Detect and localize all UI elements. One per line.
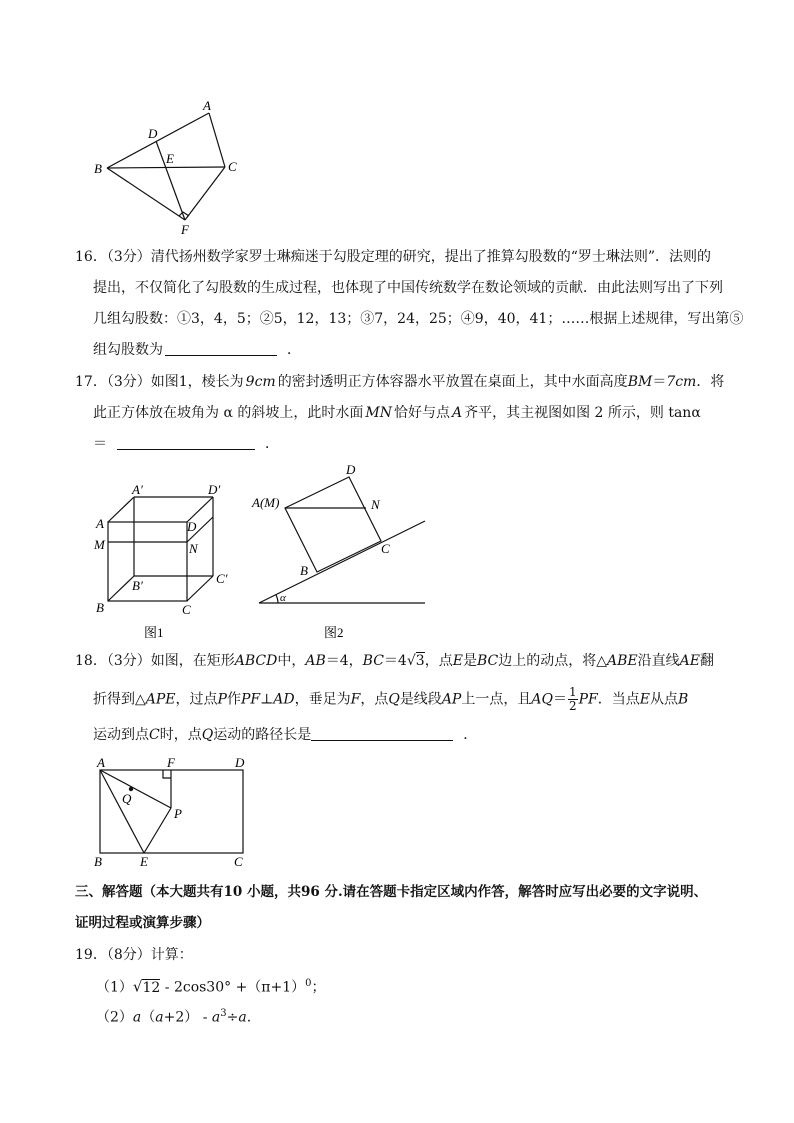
q17-line-1 xyxy=(75,373,724,391)
fig1-N: N xyxy=(189,541,198,556)
q18-t19: ，过点 xyxy=(175,691,218,708)
q17-t4: BM xyxy=(627,374,653,390)
q18-fig-C: C xyxy=(234,854,243,869)
label-B: B xyxy=(94,161,102,176)
q18-t27: ，点 xyxy=(360,691,389,708)
section-3-header-line-2 xyxy=(75,914,210,932)
q18-fig-B: B xyxy=(94,854,102,869)
q18-end: ． xyxy=(463,727,478,743)
q19-p2-mid: +2） - xyxy=(163,1009,212,1026)
fig2-AM: A(M) xyxy=(252,495,280,510)
q19-title: 计算： xyxy=(150,947,193,963)
fraction-half xyxy=(568,686,578,713)
q18-t7: ＝4 xyxy=(383,653,407,669)
q18-t43: 运动的路径长是 xyxy=(213,727,312,743)
q17-t5: ＝ xyxy=(652,374,667,390)
fig2-caption: 图2 xyxy=(324,625,344,640)
q17-end: ． xyxy=(265,436,279,452)
q17-t7: ．将 xyxy=(696,374,725,390)
q18-t34: PF xyxy=(578,691,598,708)
q18-t33: ＝ xyxy=(552,691,567,708)
q18-t6: BC xyxy=(362,653,384,669)
q17-t9: MN xyxy=(365,405,392,421)
q18-t20: P xyxy=(217,691,227,708)
q18-figure xyxy=(90,753,255,873)
q18-t26: F xyxy=(350,691,361,708)
q19-number: 19．（8分） xyxy=(75,947,151,963)
fig1-B: B xyxy=(96,600,104,615)
fig2-alpha: α xyxy=(280,592,286,604)
q18-fig-E: E xyxy=(140,854,148,869)
q18-t1: 如图，在矩形 xyxy=(150,653,235,669)
q19-p2-paren: （ xyxy=(141,1009,156,1026)
q18-t36: E xyxy=(639,691,650,708)
fig2-D: D xyxy=(346,462,356,477)
q16-line-2 xyxy=(93,279,723,297)
q18-t23: ⊥ xyxy=(260,691,274,708)
fig2-N: N xyxy=(371,497,380,512)
q17-line-2 xyxy=(93,404,701,422)
label-C: C xyxy=(228,159,237,174)
q17-figure-2 xyxy=(248,460,433,643)
section-3-header-line-1 xyxy=(75,883,707,901)
q17-figure-1 xyxy=(88,478,238,643)
q18-line-3 xyxy=(93,726,477,744)
q16-text-4: 组勾股数为 xyxy=(93,342,163,358)
q18-sqrt-3: 3 xyxy=(415,653,425,669)
q16-line-4 xyxy=(93,341,301,359)
q18-t38: B xyxy=(677,691,689,708)
q18-fig-F: F xyxy=(167,755,175,770)
fig1-A: A xyxy=(96,516,104,531)
q19-p2-div: ÷ xyxy=(226,1009,239,1026)
q18-t29: 是线段 xyxy=(399,691,442,708)
q18-t12: 边上的动点，将△ xyxy=(498,653,607,669)
q18-t25: ，垂足为 xyxy=(294,691,351,708)
q18-t40: C xyxy=(149,727,160,743)
q18-t15: AE xyxy=(679,653,700,669)
q16-text-2: 提出，不仅简化了勾股数的生成过程，也体现了中国传统数学在数论领域的贡献．由此法则写出了下列 xyxy=(93,280,723,296)
q18-fig-P: P xyxy=(174,806,182,821)
q18-t41: 时，点 xyxy=(159,727,202,743)
q18-fig-A: A xyxy=(97,755,105,770)
q18-t42: Q xyxy=(201,727,214,743)
q18-t14: 沿直线 xyxy=(637,653,680,669)
q19-sqrt-12: 12 xyxy=(142,979,161,996)
q19-part-2 xyxy=(96,1005,251,1027)
q18-t17: 折得到△ xyxy=(93,691,146,708)
fig1-caption: 图1 xyxy=(144,625,164,640)
q17-t2: 9cm xyxy=(245,374,276,390)
q18-answer-blank[interactable] xyxy=(311,726,453,741)
fig1-C: C xyxy=(182,602,191,617)
q18-number: 18．（3分） xyxy=(75,653,151,669)
q18-t37: 从点 xyxy=(649,691,678,708)
fig1-M: M xyxy=(94,537,105,552)
q18-t13: ABE xyxy=(606,653,638,669)
q18-t9: E xyxy=(452,653,463,669)
q19-p1-label: （1） xyxy=(96,979,133,996)
q18-line-2 xyxy=(93,686,688,713)
q18-t39: 运动到点 xyxy=(93,727,149,743)
q16-end: ． xyxy=(287,342,301,358)
q19-p2-label: （2） xyxy=(96,1009,133,1026)
q16-number: 16．（3分） xyxy=(75,249,151,265)
q18-t3: 中， xyxy=(277,653,306,669)
q16-line-1 xyxy=(75,248,711,266)
q19-p2-a2: a xyxy=(155,1009,164,1026)
label-A: A xyxy=(203,98,211,113)
q18-t11: BC xyxy=(476,653,499,669)
q17-t12: 齐平，其主视图如图 2 所示，则 tanα xyxy=(464,405,701,421)
fig1-C1: C′ xyxy=(216,571,228,586)
q19-p1-exponent: 0 xyxy=(305,978,312,989)
q17-t11: A xyxy=(451,405,463,421)
q17-t8: 此正方体放在坡角为 α 的斜坡上，此时水面 xyxy=(93,405,364,421)
q16-text: 清代扬州数学家罗士琳痴迷于勾股定理的研究，提出了推算勾股数的“罗士琳法则”．法则的 xyxy=(150,249,712,265)
q19-p2-a1: a xyxy=(132,1009,142,1026)
figure-top xyxy=(90,95,250,240)
fraction-numerator: 1 xyxy=(568,685,577,699)
q18-t10: 是 xyxy=(462,653,477,669)
q19-part-1 xyxy=(96,975,326,997)
fig2-B: B xyxy=(300,563,308,578)
q18-t31: 上一点，且 xyxy=(461,691,532,708)
label-F: F xyxy=(181,222,189,237)
q18-t30: AP xyxy=(441,691,462,708)
q18-t21: 作 xyxy=(226,691,241,708)
q19-p1-expr: - 2cos30° +（π+1） xyxy=(160,979,306,996)
q17-equals: ＝ xyxy=(93,436,107,452)
sqrt-sign: √ xyxy=(406,653,416,669)
label-D: D xyxy=(148,126,158,141)
q18-t28: Q xyxy=(388,691,400,708)
q19-p2-end: . xyxy=(246,1009,252,1026)
q17-line-3 xyxy=(93,435,279,453)
fraction-denominator: 2 xyxy=(568,699,577,713)
section-3-header: 三、解答题（本大题共有10 小题，共96 分.请在答题卡指定区域内作答，解答时应写出必要的文字说明、 xyxy=(75,884,708,900)
q17-t10: 恰好与点 xyxy=(393,405,450,421)
fig1-B1: B′ xyxy=(132,578,143,593)
q17-number: 17．（3分） xyxy=(75,374,151,390)
q16-text-3: 几组勾股数：①3，4，5；②5，12，13；③7，24，25；④9，40，41；……根据上述规律，写出第⑤ xyxy=(93,311,744,327)
q18-t5: ＝4， xyxy=(325,653,363,669)
q17-t6: 7cm xyxy=(666,374,697,390)
q16-answer-blank[interactable] xyxy=(165,341,277,356)
sqrt-sign-12: √ xyxy=(132,977,143,996)
q19-p1-end: ； xyxy=(311,979,326,996)
q19-p2-a3: a xyxy=(211,1009,221,1026)
q19-line-1 xyxy=(75,946,193,964)
q18-fig-D: D xyxy=(235,755,245,770)
q18-t32: AQ xyxy=(531,691,553,708)
label-E: E xyxy=(166,151,174,166)
q18-t18: APE xyxy=(145,691,176,708)
section-3-header-2: 证明过程或演算步骤） xyxy=(75,915,210,931)
q18-t8: ，点 xyxy=(424,653,453,669)
fig1-D1: D′ xyxy=(208,482,221,497)
fig1-D: D xyxy=(187,519,197,534)
q18-t22: PF xyxy=(240,691,261,708)
q16-line-3 xyxy=(93,310,743,328)
q19-p2-a4: a xyxy=(238,1009,247,1026)
q18-t4: AB xyxy=(305,653,326,669)
q18-t16: 翻 xyxy=(699,653,714,669)
q17-t3: 的密封透明正方体容器水平放置在桌面上，其中水面高度 xyxy=(277,374,628,390)
q18-t2: ABCD xyxy=(234,653,278,669)
fig1-A1: A′ xyxy=(132,482,143,497)
q18-t35: ．当点 xyxy=(597,691,640,708)
q18-t24: AD xyxy=(273,691,295,708)
q18-fig-Q: Q xyxy=(122,791,132,806)
fig2-C: C xyxy=(381,541,390,556)
q17-answer-blank[interactable] xyxy=(117,435,255,450)
q19-p2-exponent: 3 xyxy=(220,1008,227,1019)
q18-line-1 xyxy=(75,652,714,670)
q17-t1: 如图1，棱长为 xyxy=(150,374,244,390)
